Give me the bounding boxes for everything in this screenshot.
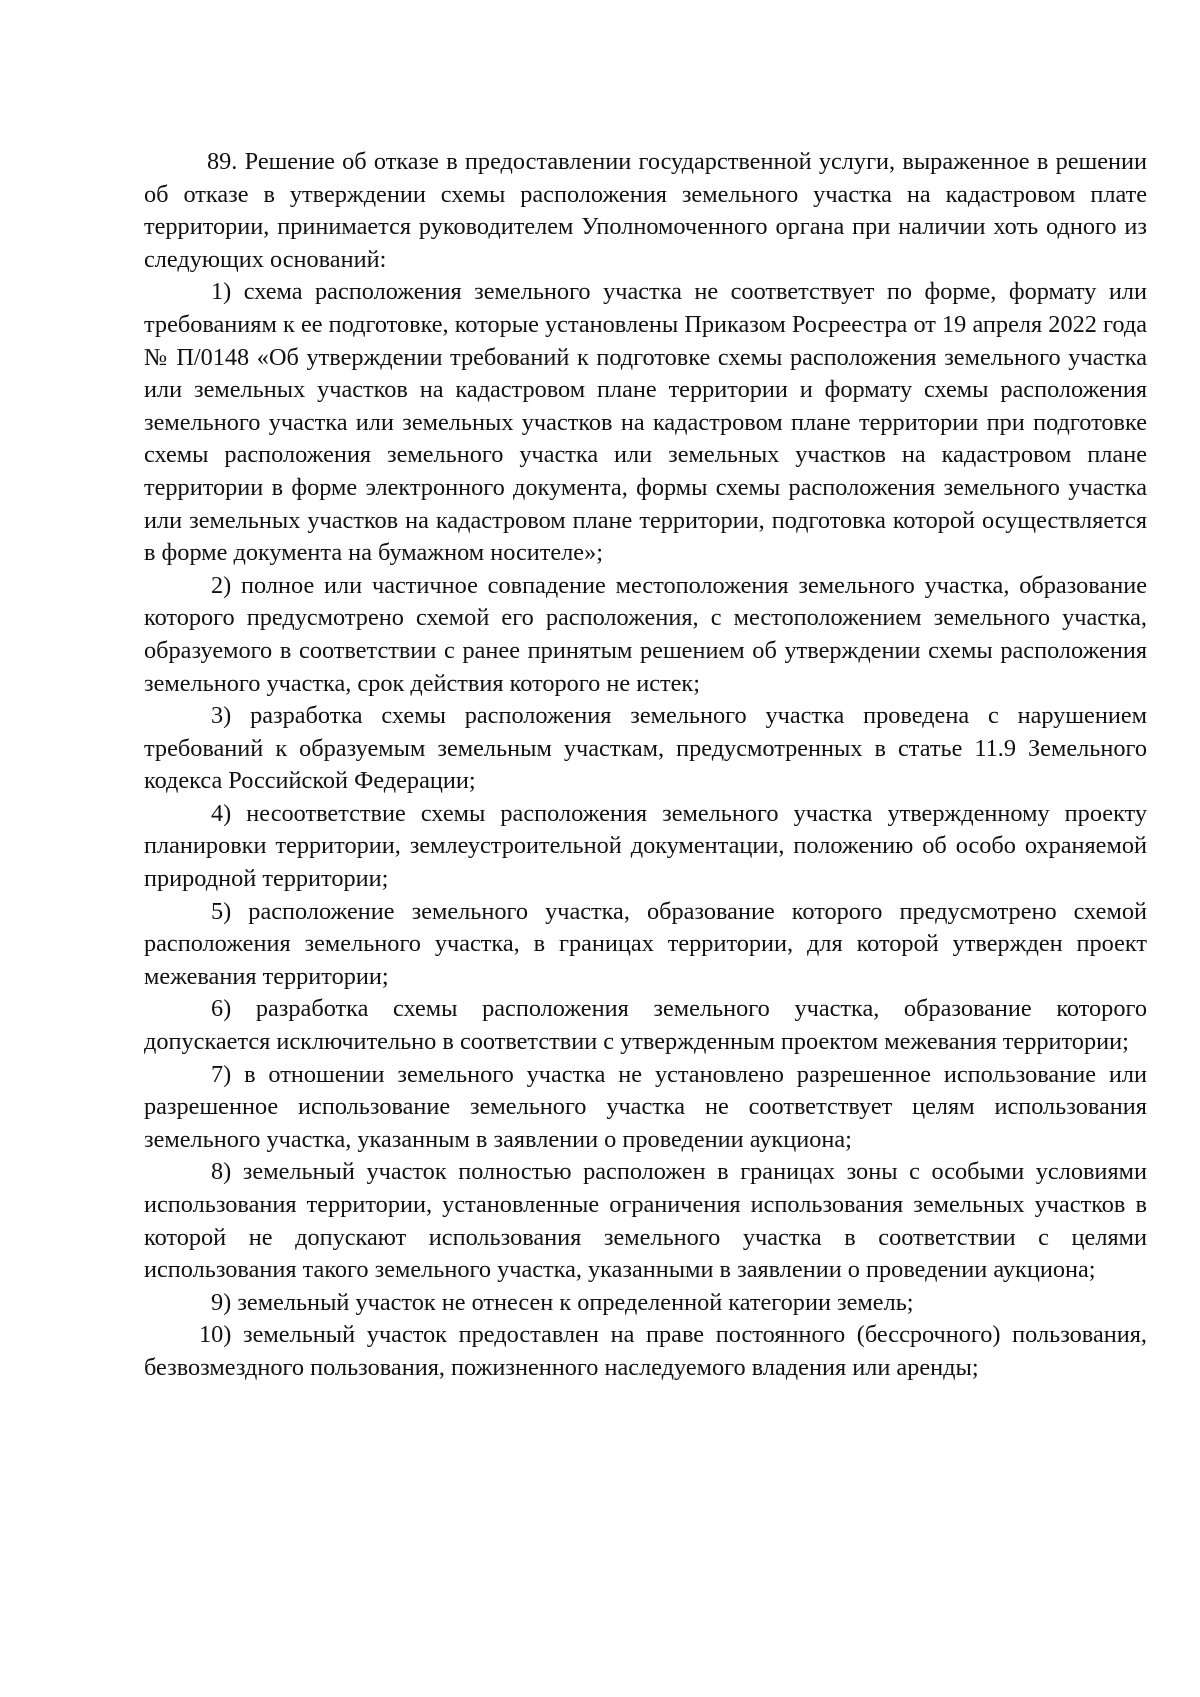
list-item-2: 2) полное или частичное совпадение местоположения земельного участка, образование которого предусмотрено схемой его расположения, с местоположением земельного участка, образуемого в соответствии с ранее принятым решением об утверждении схемы расположения земельного участка, срок действия которого не истек; (144, 571, 1147, 697)
list-item-1: 1) схема расположения земельного участка не соответствует по форме, формату или требованиям к ее подготовке, которые установлены Приказом Росреестра от 19 апреля 2022 года № П/0148 «Об утверждении требований к подготовке схемы расположения земельного участка или земельных участков на кадастровом плане территории и формату схемы расположения земельного участка или земельных участков на кадастровом плане территории при подготовке схемы расположения земельного участка или земельных участков на кадастровом плане территории в форме электронного документа, формы схемы расположения земельного участка или земельных участков на кадастровом плане территории, подготовка которой осуществляется в форме документа на бумажном носителе»; (144, 278, 1147, 567)
list-item-6: 6) разработка схемы расположения земельного участка, образование которого допускается исключительно в соответствии с утвержденным проектом межевания территории; (144, 995, 1147, 1056)
list-item-4: 4) несоответствие схемы расположения земельного участка утвержденному проекту планировки территории, землеустроительной документации, положению об особо охраняемой природной территории; (144, 799, 1147, 893)
list-item-3: 3) разработка схемы расположения земельного участка проведена с нарушением требований к образуемым земельным участкам, предусмотренных в статье 11.9 Земельного кодекса Российской Федерации; (144, 702, 1147, 795)
list-item-10: 10) земельный участок предоставлен на праве постоянного (бессрочного) пользования, безвозмездного пользования, пожизненного наследуемого владения или аренды; (144, 1321, 1147, 1381)
list-item-5: 5) расположение земельного участка, образование которого предусмотрено схемой расположения земельного участка, в границах территории, для которой утвержден проект межевания территории; (144, 897, 1147, 990)
intro-paragraph: 89. Решение об отказе в предоставлении государственной услуги, выраженное в решении об отказе в утверждении схемы расположения земельного участка на кадастровом плате территории, принимается руководителем Уполномоченного органа при наличии хоть одного из следующих оснований: (144, 148, 1147, 273)
list-item-9: 9) земельный участок не отнесен к определенной категории земель; (211, 1288, 914, 1316)
document-body (144, 146, 1147, 1385)
list-item-7: 7) в отношении земельного участка не установлено разрешенное использование или разрешенное использование земельного участка не соответствует целям использования земельного участка, указанным в заявлении о проведении аукциона; (144, 1060, 1147, 1153)
list-item-8: 8) земельный участок полностью расположен в границах зоны с особыми условиями использования территории, установленные ограничения использования земельных участков в которой не допускают использования земельного участка в соответствии с целями использования такого земельного участка, указанными в заявлении о проведении аукциона; (144, 1158, 1147, 1284)
